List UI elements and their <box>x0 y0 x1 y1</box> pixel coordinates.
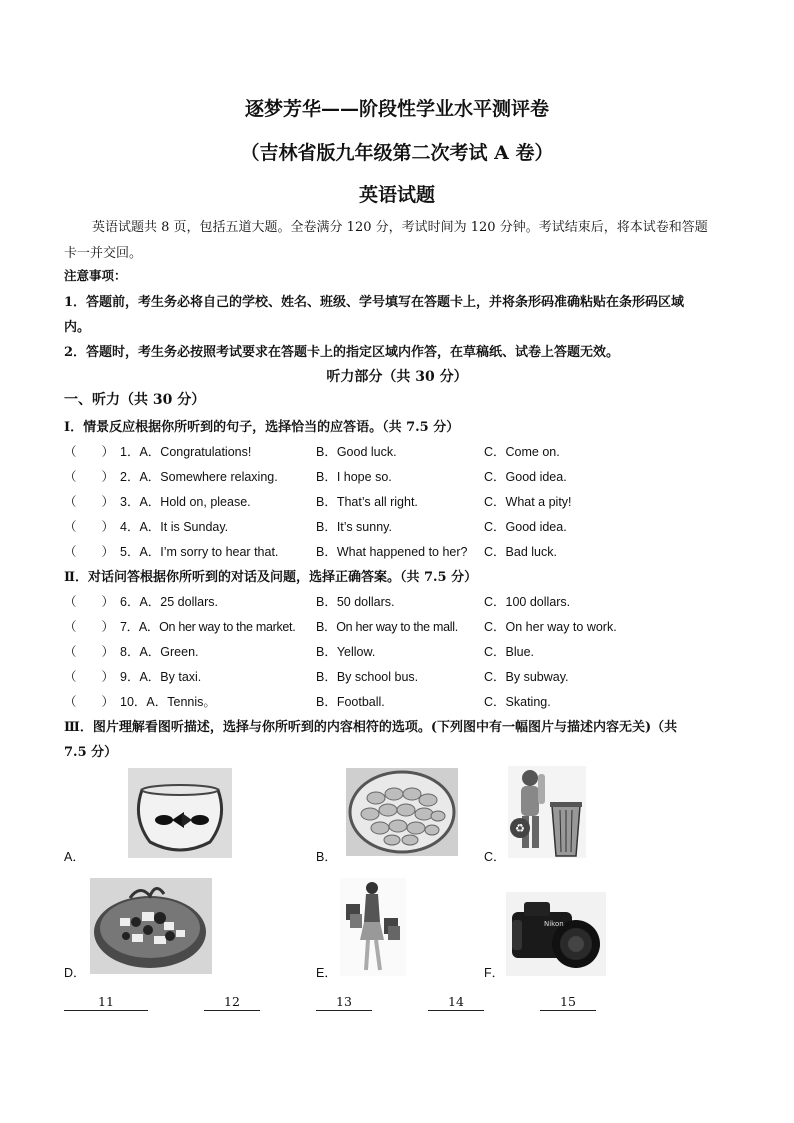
subsection-2-title: Ⅱ．对话问答根据你所听到的对话及问题，选择正确答案。（共 7.5 分） <box>64 570 478 585</box>
answer-bracket[interactable]: （ ） <box>64 695 115 709</box>
question-6-option-b: B．50 dollars. <box>316 595 395 609</box>
question-3-option-c: C．What a pity! <box>484 495 572 509</box>
answer-bracket[interactable]: （ ） <box>64 495 115 509</box>
shopping-woman-picture <box>340 878 406 976</box>
subject-title: 英语试题 <box>358 184 435 206</box>
dumplings-picture <box>346 768 458 856</box>
question-8-option-a: 8．A．Green. <box>120 645 199 659</box>
picture-label-b: B． <box>316 850 337 864</box>
question-5-option-b: B．What happened to her? <box>316 545 468 559</box>
note-1-line-1: 1．答题前，考生务必将自己的学校、姓名、班级、学号填写在答题卡上，并将条形码准确粘贴在条形码区域 <box>64 295 685 310</box>
salad-bowl-picture <box>90 878 212 974</box>
question-4-option-a: 4．A．It is Sunday. <box>120 520 229 534</box>
picture-label-f: F． <box>484 966 505 980</box>
question-2-option-b: B．I hope so. <box>316 470 392 484</box>
recycling-boy-picture <box>508 766 586 858</box>
subsection-1-title: Ⅰ．情景反应根据你所听到的句子，选择恰当的应答语。（共 7.5 分） <box>64 420 460 435</box>
question-7-option-b: B．On her way to the mall. <box>316 620 458 634</box>
question-6-option-c: C．100 dollars. <box>484 595 571 609</box>
answer-bracket[interactable]: （ ） <box>64 545 115 559</box>
main-title: 逐梦芳华——阶段性学业水平测评卷 <box>244 98 549 120</box>
answer-bracket[interactable]: （ ） <box>64 445 115 459</box>
note-1-line-2: 内。 <box>64 320 91 335</box>
question-4-option-b: B．It’s sunny. <box>316 520 392 534</box>
intro-line-1: 英语试题共 8 页，包括五道大题。全卷满分 120 分，考试时间为 120 分钟。考试结束后，将本试卷和答题 <box>92 220 708 235</box>
question-8-option-c: C．Blue. <box>484 645 535 659</box>
question-10-option-b: B．Football. <box>316 695 385 709</box>
question-7-option-a: 7．A．On her way to the market. <box>120 620 296 634</box>
answer-bracket[interactable]: （ ） <box>64 595 115 609</box>
answer-blank-13[interactable]: 13 <box>316 994 372 1011</box>
answer-bracket[interactable]: （ ） <box>64 620 115 634</box>
picture-label-d: D． <box>64 966 86 980</box>
answer-bracket[interactable]: （ ） <box>64 520 115 534</box>
note-2: 2．答题时，考生务必按照考试要求在答题卡上的指定区域内作答，在草稿纸、试卷上答题无效。 <box>64 345 620 360</box>
question-9-option-a: 9．A．By taxi. <box>120 670 202 684</box>
answer-bracket[interactable]: （ ） <box>64 645 115 659</box>
camera-picture <box>506 892 606 976</box>
question-10-option-a: 10．A．Tennis。 <box>120 695 216 709</box>
question-1-option-c: C．Come on. <box>484 445 560 459</box>
question-1-option-b: B．Good luck. <box>316 445 397 459</box>
question-2-option-a: 2．A．Somewhere relaxing. <box>120 470 278 484</box>
question-7-option-c: C．On her way to work. <box>484 620 617 634</box>
question-5-option-c: C．Bad luck. <box>484 545 557 559</box>
subsection-3-title-cont: 7.5 分） <box>64 745 118 760</box>
picture-label-e: E． <box>316 966 337 980</box>
subtitle: （吉林省版九年级第二次考试 A 卷） <box>240 142 554 164</box>
answer-blank-15[interactable]: 15 <box>540 994 596 1011</box>
picture-label-c: C． <box>484 850 506 864</box>
question-3-option-a: 3．A．Hold on, please. <box>120 495 251 509</box>
question-9-option-c: C．By subway. <box>484 670 569 684</box>
question-6-option-a: 6．A．25 dollars. <box>120 595 218 609</box>
question-1-option-a: 1．A．Congratulations! <box>120 445 252 459</box>
question-10-option-c: C．Skating. <box>484 695 551 709</box>
question-9-option-b: B．By school bus. <box>316 670 419 684</box>
section-1-title: 一、听力（共 30 分） <box>64 392 206 408</box>
svg-text:♻: ♻ <box>515 822 525 835</box>
answer-blank-11[interactable]: 11 <box>64 994 148 1011</box>
answer-blank-12[interactable]: 12 <box>204 994 260 1011</box>
notes-heading: 注意事项： <box>64 268 127 283</box>
camera-brand-text: Nikon <box>544 920 564 928</box>
intro-line-2: 卡一并交回。 <box>64 246 143 261</box>
listening-part-title: 听力部分（共 30 分） <box>326 369 468 385</box>
subsection-3-title: Ⅲ．图片理解看图听描述，选择与你所听到的内容相符的选项。(下列图中有一幅图片与描述内容无关)（共 <box>64 720 678 735</box>
answer-blank-14[interactable]: 14 <box>428 994 484 1011</box>
question-5-option-a: 5．A．I’m sorry to hear that. <box>120 545 279 559</box>
answer-bracket[interactable]: （ ） <box>64 670 115 684</box>
question-4-option-c: C．Good idea. <box>484 520 567 534</box>
answer-bracket[interactable]: （ ） <box>64 470 115 484</box>
goldfish-bowl-picture <box>128 768 232 858</box>
question-3-option-b: B．That’s all right. <box>316 495 418 509</box>
question-2-option-c: C．Good idea. <box>484 470 567 484</box>
picture-label-a: A． <box>64 850 85 864</box>
question-8-option-b: B．Yellow. <box>316 645 376 659</box>
